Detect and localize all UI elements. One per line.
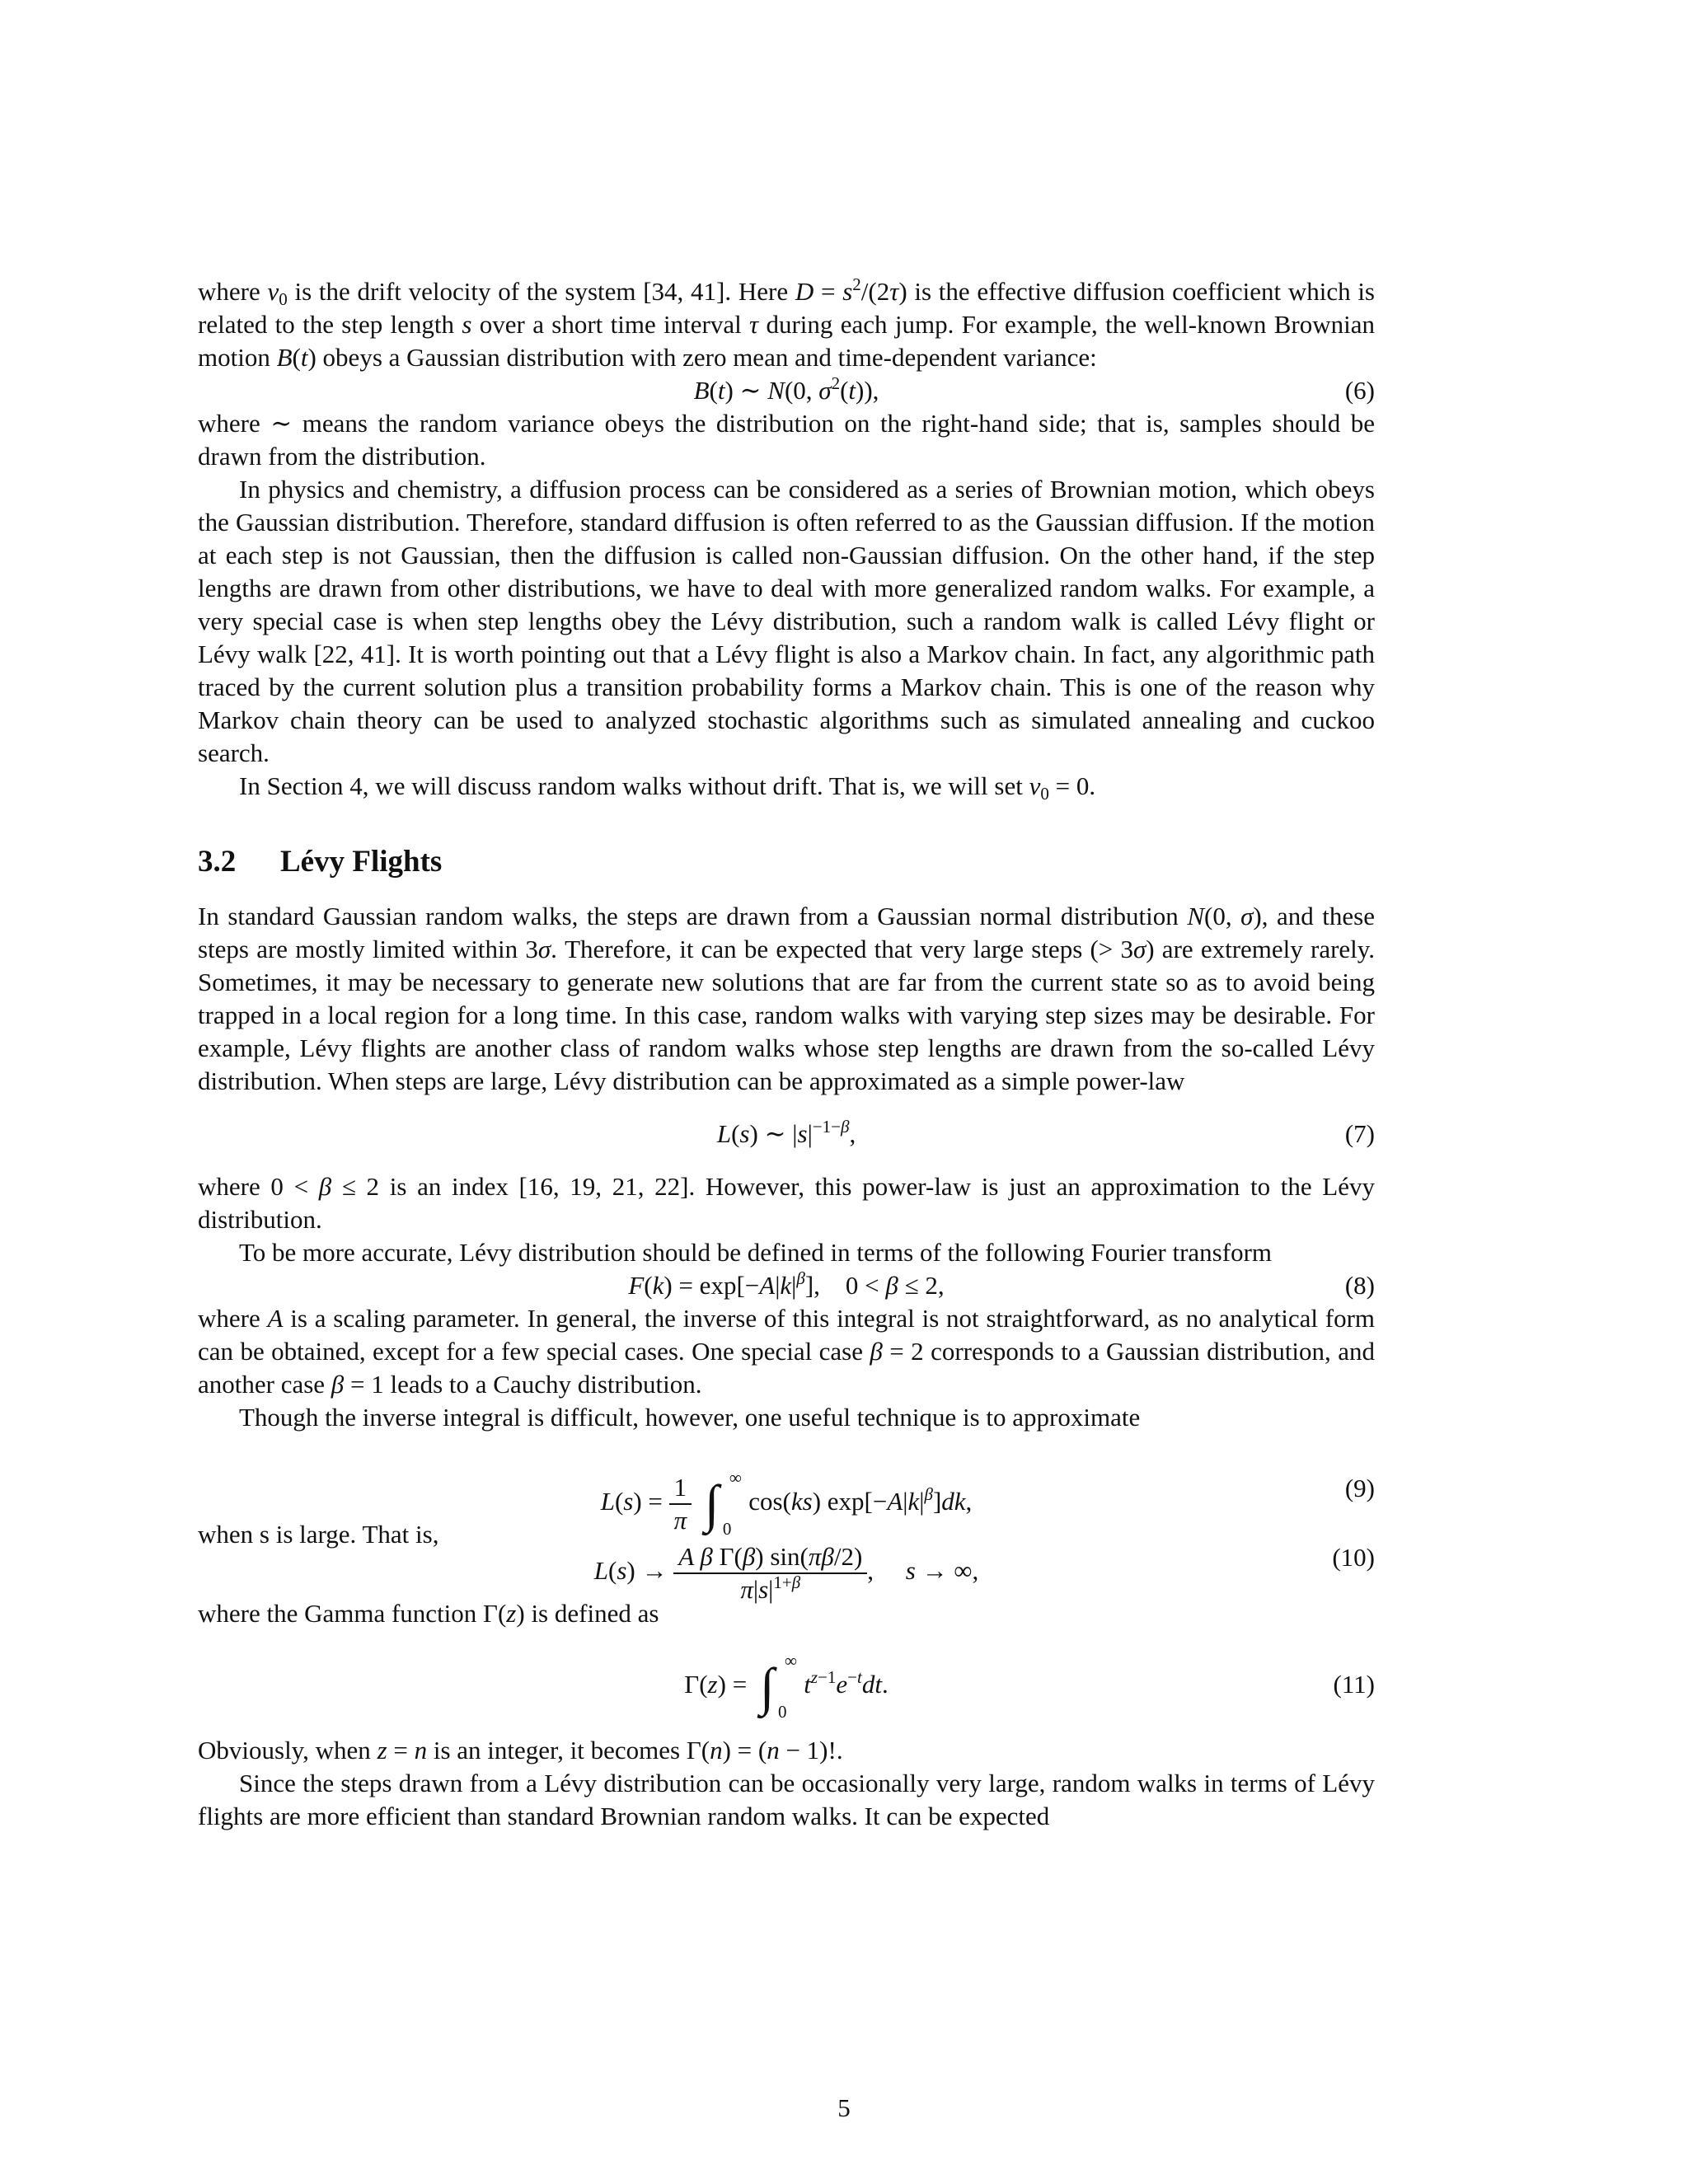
equation-10-body: L(s) → $\frac{\text{A β Γ(β) sin(πβ/2)}}{\pi|s|^{1+\beta}}$ , s → ∞, (593, 1542, 979, 1604)
equation-11 (198, 1650, 1375, 1722)
page-number: 5 (837, 2093, 851, 2122)
equation-8 (198, 1269, 1375, 1302)
equation-number: (10) (1332, 1543, 1375, 1572)
paragraph-inverse: Though the inverse integral is difficult, however, one useful technique is to approximate (239, 1403, 1141, 1432)
equation-7-body: L(s) ∼ $|s|^{-1-\beta}$, (716, 1117, 856, 1148)
fraction: $\frac{1}{\pi}$ (669, 1472, 692, 1536)
paragraph-gamma-integer: Obviously, when z = n is an integer, it becomes Γ(n) = (n − 1)!. (198, 1736, 843, 1765)
paragraph-levy-intro: In standard Gaussian random walks, the steps are drawn from a Gaussian normal distribution N(0, σ), and these steps are mostly limited within 3σ. Therefore, it can be expected that very large steps (> 3σ) are extremely rarely. Sometimes, it may be necessary to generate new solutions that are far from the current state so as to avoid being trapped in a local region for a long time. In this case, random walks with varying step sizes may be desirable. For example, Lévy flights are another class of random walks whose step lengths are drawn from the so-called Lévy distribution. When steps are large, Lévy distribution can be approximated as a simple power-law (198, 902, 1376, 1095)
section-title: Lévy Flights (280, 845, 443, 879)
equation-6 (198, 374, 1375, 407)
paragraph-efficiency: Since the steps drawn from a Lévy distribution can be occasionally very large, random walks in terms of Lévy flights are more efficient than standard Brownian random walks. It can be expected (198, 1769, 1375, 1830)
paragraph-tilde: where ∼ means the random variance obeys the distribution on the right-hand side; that is, samples should be drawn from the distribution. (198, 409, 1375, 471)
paragraph-physics: In physics and chemistry, a diffusion process can be considered as a series of Brownian motion, which obeys the Gaussian distribution. Therefore, standard diffusion is often referred to as the Gaussian diffusion. If the motion at each step is not Gaussian, then the diffusion is called non-Gaussian diffusion. On the other hand, if the step lengths are drawn from other distributions, we have to deal with more generalized random walks. For example, a very special case is when step lengths obey the Lévy distribution, such a random walk is called Lévy flight or Lévy walk [22, 41]. It is worth pointing out that a Lévy flight is also a Markov chain. In fact, any algorithmic path traced by the current solution plus a transition probability forms a Markov chain. This is one of the reason why Markov chain theory can be used to analyzed stochastic algorithms such as simulated annealing and cuckoo search. (198, 475, 1375, 767)
equation-number: (11) (1333, 1670, 1375, 1699)
paragraph-beta-index: where 0 < β ≤ 2 is an index [16, 19, 21, 22]. However, this power-law is just an approximation to the Lévy distribution. (198, 1172, 1375, 1234)
when-s-large-text: when s is large. That is, (198, 1520, 439, 1549)
equation-11-body: Γ(z) = ∫ ∞ 0 $t^{z-1}e^{-t}dt$. (684, 1650, 889, 1722)
paragraph-fourier: To be more accurate, Lévy distribution should be defined in terms of the following Fourier transform (239, 1238, 1273, 1267)
equation-7 (198, 1118, 1375, 1151)
section-heading (198, 844, 1375, 880)
equation-9-body: L(s) = $\frac{1}{\pi}$ ∫ ∞ 0 cos(ks) $\exp[-A|k|^\beta]dk$, (600, 1468, 973, 1539)
equation-10 (198, 1520, 1375, 1604)
paragraph-scaling: where A is a scaling parameter. In general, the inverse of this integral is not straightforward, as no analytical form can be obtained, except for a few special cases. One special case β = 2 corresponds to a Gaussian distribution, and another case β = 1 leads to a Cauchy distribution. (198, 1304, 1376, 1399)
equation-8-body: $F(k) = \exp[-A|k|^\beta]$, 0 < β ≤ 2, (628, 1268, 945, 1300)
equation-number: (8) (1344, 1271, 1375, 1300)
paragraph-drift: where $v_0$ is the drift velocity of the system [34, 41]. Here $D = s^2/(2\tau)$ is the effective diffusion coefficient which is related to the step length s over a short time interval τ during each jump. For example, the well-known Brownian motion B(t) obeys a Gaussian distribution with zero mean and time-dependent variance: (198, 274, 1376, 372)
section-number: 3.2 (198, 845, 237, 879)
equation-6-body: B(t) ∼ N(0, $\sigma^2(t)$), (693, 373, 879, 405)
equation-number: (6) (1344, 376, 1375, 405)
equation-number: (7) (1344, 1119, 1375, 1148)
fraction: $\frac{\text{A β Γ(β) sin(πβ/2)}}{\pi|s|^{1+\beta}}$ (673, 1541, 867, 1605)
page-content (198, 275, 1375, 1833)
equation-number: (9) (1344, 1474, 1375, 1502)
paragraph-section4: In Section 4, we will discuss random walks without drift. That is, we will set $v_0 = 0$. (239, 771, 1096, 804)
integral-sign: ∫ ∞ 0 (704, 1468, 742, 1539)
paragraph-gamma-def: where the Gamma function Γ(z) is defined as (198, 1599, 659, 1628)
integral-sign: ∫ ∞ 0 (759, 1650, 797, 1722)
